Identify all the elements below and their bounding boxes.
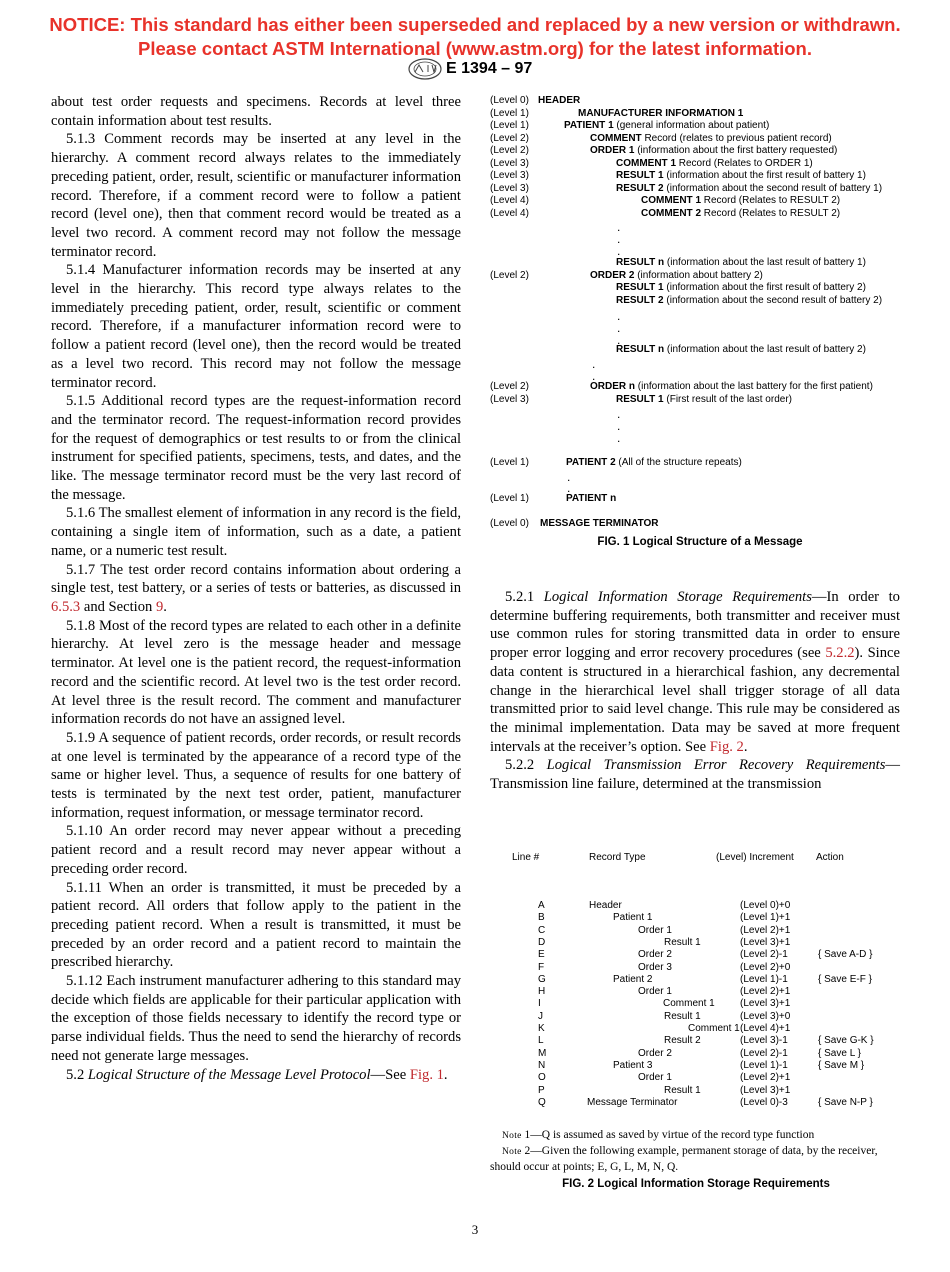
record-name: ORDER 2: [590, 269, 635, 281]
table-cell-line: N: [538, 1059, 546, 1071]
ellipsis-dot: .: [617, 333, 621, 347]
section-title: Logical Information Storage Requirements: [543, 589, 812, 605]
table-cell-line: L: [538, 1035, 544, 1047]
paragraph: about test order requests and specimens. Records at level three contain information about test results.: [51, 94, 461, 129]
table-cell-level: (Level 1)-1: [740, 1059, 788, 1071]
level-label: (Level 4): [490, 195, 529, 206]
table-cell-level: (Level 4)+1: [740, 1023, 791, 1034]
ellipsis-dot: .: [567, 481, 571, 495]
table-cell-record-type: Comment 1: [663, 998, 715, 1010]
table-cell-action: { Save N-P }: [818, 1096, 873, 1108]
record-label: [616, 183, 882, 195]
record-name: PATIENT n: [566, 493, 617, 504]
record-label: [538, 95, 580, 107]
table-cell-line: G: [538, 973, 546, 985]
record-name: RESULT 1: [616, 282, 664, 293]
record-description: Record (Relates to ORDER 1): [676, 157, 813, 169]
table-cell-record-type: Result 1: [664, 1010, 701, 1022]
table-cell-record-type: Patient 1: [613, 912, 653, 924]
ellipsis-dot: .: [617, 321, 621, 335]
level-label: (Level 3): [490, 157, 529, 169]
record-label: [616, 282, 866, 294]
level-label: (Level 1): [490, 120, 529, 131]
link-section-9[interactable]: 9: [155, 598, 164, 615]
table-cell-level: (Level 3)-1: [740, 1035, 788, 1047]
record-label: [578, 108, 743, 120]
table-cell-line: C: [538, 924, 546, 936]
figure-2-notes: [490, 1128, 902, 1175]
table-cell-level: (Level 3)+0: [740, 1010, 791, 1022]
record-label: [590, 133, 832, 145]
table-cell-level: (Level 2)+1: [740, 924, 791, 936]
right-column: [490, 588, 900, 794]
table-cell-record-type: Order 2: [638, 1047, 672, 1059]
level-label: (Level 2): [490, 381, 529, 392]
record-name: RESULT n: [616, 344, 665, 355]
note-label: Note: [502, 1131, 522, 1141]
table-cell-record-type: Patient 3: [613, 1059, 653, 1071]
level-label: (Level 1): [490, 457, 529, 468]
record-description: (information about the second result of battery 2): [663, 294, 883, 306]
section-title: Logical Structure of the Message Level Protocol: [87, 1066, 371, 1083]
ellipsis-dot: .: [592, 357, 596, 371]
table-cell-record-type: Header: [589, 900, 622, 911]
level-label: (Level 2): [490, 269, 529, 281]
link-fig-2[interactable]: Fig. 2: [709, 738, 744, 755]
text: — Transmission line failure, determined at the transmission: [490, 757, 900, 793]
note-1: [490, 1128, 902, 1144]
ellipsis-dot: .: [617, 419, 621, 433]
record-description: (information about the last result of battery 1): [664, 257, 866, 268]
paragraph-5-1-5: 5.1.5 Additional record types are the request-information record and the terminator record. The request-information record provides for the request of demographics or test results to or from the clinical instrument for specified patients, specimens, tests, and dates, and the like. The message terminator record must be the very last record of the message.: [51, 393, 461, 503]
figure-1-message-structure: [490, 95, 910, 535]
record-name: MANUFACTURER INFORMATION 1: [578, 107, 744, 119]
record-label: [590, 381, 873, 393]
table-cell-level: (Level 2)+1: [740, 986, 791, 998]
left-column: [51, 93, 461, 1084]
paragraph-5-2-1: [490, 588, 900, 756]
record-label: [616, 394, 792, 406]
table-cell-record-type: Order 1: [638, 1072, 672, 1084]
record-description: (information about the second result of battery 1): [663, 182, 883, 194]
column-header-level-increment: (Level) Increment: [716, 852, 794, 863]
table-cell-action: { Save E-F }: [818, 973, 872, 985]
ellipsis-dot: .: [567, 470, 571, 484]
text: .: [743, 738, 748, 755]
ellipsis-dot: .: [617, 309, 621, 323]
level-label: (Level 0): [490, 518, 529, 529]
record-name: COMMENT 1: [616, 157, 676, 169]
record-name: COMMENT 2: [641, 207, 701, 219]
ellipsis-dot: .: [617, 407, 621, 421]
paragraph-5-1-7: [51, 561, 461, 617]
table-cell-record-type: Message Terminator: [587, 1096, 678, 1108]
record-name: COMMENT: [590, 132, 642, 144]
table-cell-record-type: Result 2: [664, 1035, 701, 1047]
table-cell-line: P: [538, 1084, 545, 1096]
record-label: [566, 457, 742, 469]
table-cell-line: B: [538, 912, 545, 924]
link-5-2-2[interactable]: 5.2.2: [825, 645, 855, 662]
paragraph-5-1-11: 5.1.11 When an order is transmitted, it must be preceded by a patient record. All orders that follow apply to the patient in the preceding patient record. When a result is transmitted, it must be preceded by an order record and a patient record to maintain the prescribed hierarchy.: [51, 879, 461, 971]
record-label: [590, 270, 763, 282]
text: 5.1.7 The test order record contains information about ordering a single test, test battery, or a series of tests or batteries, as discussed in: [51, 561, 461, 597]
text: —See: [370, 1066, 410, 1083]
level-label: (Level 2): [490, 132, 529, 144]
table-cell-line: F: [538, 961, 545, 973]
withdrawal-notice-line-1: NOTICE: This standard has either been superseded and replaced by a new version or withdrawn.: [49, 14, 901, 35]
ellipsis-dot: .: [592, 369, 596, 383]
record-description: (information about the first result of battery 2): [663, 282, 866, 293]
table-cell-line: M: [538, 1047, 547, 1059]
column-header-action: Action: [816, 852, 844, 863]
paragraph-5-1-3: 5.1.3 Comment records may be inserted at any level in the hierarchy. A comment record always relates to the immediately preceding patient, order, result, scientific or manufacturer information record. Therefore, if a comment record were to follow a patient record (level one), then that comment record would be treated as a level two record. A comment record may not follow the message terminator record.: [51, 131, 461, 260]
column-header-line: Line #: [512, 852, 540, 863]
record-name: ORDER 1: [590, 145, 635, 156]
note-label: Note: [502, 1147, 522, 1157]
record-description: Record (Relates to RESULT 2): [701, 195, 841, 206]
standard-header: [408, 58, 532, 80]
table-cell-level: (Level 2)-1: [740, 949, 788, 961]
text: 5.2.1: [505, 589, 544, 605]
note-text: 2—Given the following example, permanent storage of data, by the receiver, should occur at points; E, G, L, M, N, Q.: [490, 1145, 878, 1173]
table-cell-line: Q: [538, 1096, 546, 1108]
astm-logo-icon: [408, 58, 442, 80]
level-label: (Level 2): [490, 145, 529, 156]
table-cell-level: (Level 0)+0: [740, 900, 791, 911]
record-name: RESULT n: [616, 257, 665, 268]
record-description: (general information about patient): [613, 120, 770, 131]
table-cell-line: H: [538, 986, 546, 998]
link-fig-1[interactable]: Fig. 1: [409, 1066, 444, 1083]
column-header-record-type: Record Type: [589, 852, 646, 863]
table-cell-record-type: Order 2: [638, 949, 672, 961]
paragraph-5-1-12: 5.1.12 Each instrument manufacturer adhering to this standard may decide which fields are applicable for their particular application with the exception of those fields necessary to identify the record type or parse individual fields. Thus the need to send the hierarchy of records need not generate large messages.: [51, 973, 461, 1064]
record-name: PATIENT 2: [566, 457, 616, 468]
ellipsis-dot: .: [617, 232, 621, 246]
ellipsis-dot: .: [617, 220, 621, 234]
level-label: (Level 3): [490, 182, 529, 194]
text: .: [443, 1066, 448, 1083]
ellipsis-dot: .: [617, 431, 621, 445]
record-label: [641, 195, 840, 207]
record-label: [616, 344, 866, 356]
record-name: MESSAGE TERMINATOR: [540, 518, 659, 529]
text: 5.2.2: [505, 757, 547, 774]
record-description: (All of the structure repeats): [615, 457, 742, 468]
table-cell-level: (Level 3)+1: [740, 936, 791, 948]
record-name: RESULT 2: [616, 294, 664, 306]
figure-2-caption: FIG. 2 Logical Information Storage Requirements: [562, 1178, 830, 1190]
ellipsis-dot: .: [617, 244, 621, 258]
table-cell-action: { Save A-D }: [818, 949, 873, 961]
record-name: COMMENT 1: [641, 195, 701, 206]
record-label: [616, 295, 882, 307]
record-description: (information about battery 2): [634, 269, 763, 281]
table-cell-record-type: Order 1: [638, 924, 672, 936]
record-name: RESULT 1: [616, 170, 664, 181]
record-label: [540, 518, 659, 530]
record-label: [590, 145, 837, 157]
table-cell-record-type: Order 3: [638, 961, 672, 973]
paragraph-5-2-2: [490, 756, 900, 793]
table-cell-record-type: Comment 1: [688, 1023, 740, 1034]
table-cell-line: D: [538, 936, 546, 948]
record-label: [616, 257, 866, 269]
table-cell-line: E: [538, 949, 545, 961]
table-cell-level: (Level 2)+0: [740, 961, 791, 973]
paragraph-5-1-4: 5.1.4 Manufacturer information records may be inserted at any level in the hierarchy. This record type always relates to the immediately preceding patient, order, result, scientific or comment record. Therefore, if a manufacturer information record were to follow a patient record (level one), then the record would be treated as a level two record. This record may not follow the message terminator record.: [51, 262, 461, 391]
note-text: 1—Q is assumed as saved by virtue of the record type function: [521, 1129, 815, 1141]
level-label: (Level 3): [490, 393, 529, 405]
record-description: (information about the last battery for the first patient): [635, 381, 873, 392]
paragraph-5-1-8: 5.1.8 Most of the record types are related to each other in a definite hierarchy. At level zero is the message header and message terminator. At level one is the patient record, the request-information record and the scientific record. At level two is the test order record. At level three is the result record. The comment and manufacturer information records do not have an assigned level.: [51, 617, 461, 728]
record-label: [564, 120, 769, 132]
table-cell-line: J: [538, 1010, 543, 1022]
table-cell-action: { Save L }: [818, 1047, 861, 1059]
record-label: [616, 158, 813, 170]
page-number: 3: [471, 1222, 479, 1237]
table-cell-level: (Level 3)+1: [740, 998, 791, 1010]
record-label: [566, 493, 616, 505]
record-description: (information about the last result of battery 2): [664, 344, 866, 355]
level-label: (Level 1): [490, 107, 529, 119]
record-label: [616, 170, 866, 182]
record-description: (First result of the last order): [663, 393, 792, 405]
level-label: (Level 3): [490, 170, 529, 181]
record-name: HEADER: [538, 95, 581, 106]
withdrawal-notice-line-2: Please contact ASTM International (www.astm.org) for the latest information.: [138, 38, 812, 59]
figure-2-storage-table: [490, 850, 910, 1120]
figure-1-caption: FIG. 1 Logical Structure of a Message: [597, 536, 803, 548]
table-cell-line: K: [538, 1023, 545, 1034]
record-description: Record (Relates to RESULT 2): [701, 207, 841, 219]
record-name: ORDER n: [590, 381, 635, 392]
table-cell-line: A: [538, 900, 545, 911]
paragraph-5-2: [51, 1066, 461, 1085]
table-cell-level: (Level 2)+1: [740, 1072, 791, 1084]
section-title: Logical Transmission Error Recovery Requirements: [546, 757, 886, 774]
table-cell-level: (Level 2)-1: [740, 1047, 788, 1059]
text: .: [163, 598, 167, 615]
table-cell-record-type: Result 1: [664, 936, 701, 948]
level-label: (Level 4): [490, 207, 529, 219]
level-label: (Level 1): [490, 493, 529, 504]
paragraph-5-1-6: 5.1.6 The smallest element of information in any record is the field, containing a single item of information, such as a date, a patient name, or a numeric test result.: [51, 505, 461, 559]
table-cell-level: (Level 1)-1: [740, 973, 788, 985]
table-cell-record-type: Order 1: [638, 986, 672, 998]
record-name: RESULT 2: [616, 182, 664, 194]
link-6-5-3[interactable]: 6.5.3: [51, 598, 81, 615]
record-label: [641, 208, 840, 220]
standard-designation: E 1394 – 97: [446, 60, 533, 77]
table-cell-line: O: [538, 1072, 546, 1084]
table-cell-level: (Level 3)+1: [740, 1084, 791, 1096]
record-description: (information about the first result of battery 1): [663, 170, 866, 181]
record-name: PATIENT 1: [564, 120, 614, 131]
note-2: [490, 1144, 902, 1175]
table-cell-line: I: [538, 998, 541, 1010]
paragraph-5-1-9: 5.1.9 A sequence of patient records, order records, or result records at one level is terminated by the appearance of a record type of the same or higher level. Thus, a sequence of results for one battery of tests is terminated by the next test order, patient, manufacturer information, request information, or message terminator record.: [51, 729, 461, 821]
table-cell-level: (Level 1)+1: [740, 912, 791, 924]
table-cell-record-type: Result 1: [664, 1084, 701, 1096]
text: 5.2: [66, 1066, 88, 1083]
table-cell-record-type: Patient 2: [613, 973, 653, 985]
record-description: Record (relates to previous patient record): [641, 132, 832, 144]
text: and Section: [80, 598, 156, 615]
record-description: (information about the first battery requested): [634, 145, 838, 156]
table-cell-action: { Save M }: [818, 1059, 865, 1071]
table-cell-level: (Level 0)-3: [740, 1096, 788, 1108]
record-name: RESULT 1: [616, 393, 664, 405]
text: —In order to determine buffering requirements, both transmitter and receiver must use common rules for storing transmitted data in order to ensure proper error logging and error recovery procedures (see: [490, 589, 900, 662]
text: ). Since data content is structured in a hierarchical fashion, any decremental change in the hierarchical level shall trigger storage of all data transmitted prior to said level change. This rule may be considered as the minimal implementation. Data may be saved at more frequent intervals at the receiver’s option. See: [490, 645, 900, 755]
level-label: (Level 0): [490, 95, 529, 106]
table-cell-action: { Save G-K }: [818, 1035, 874, 1047]
paragraph-5-1-10: 5.1.10 An order record may never appear without a preceding patient record and a result record may never appear without a preceding order record.: [51, 823, 461, 877]
